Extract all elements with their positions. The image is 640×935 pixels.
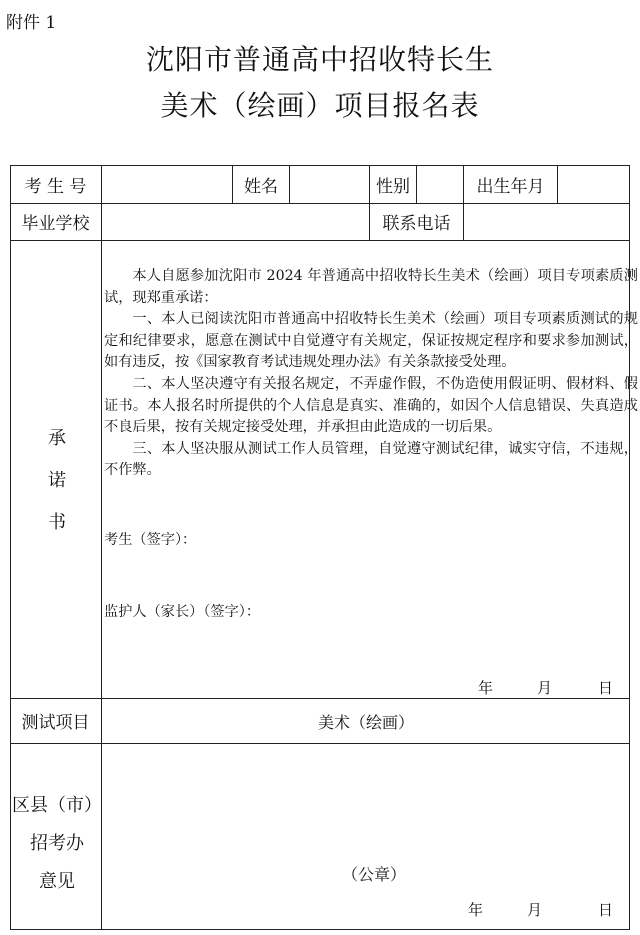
pledge-paragraph: 二、本人坚决遵守有关报名规定，不弄虚作假，不伪造使用假证明、假材料、假证书。本人报名时所提供的个人信息是真实、准确的，如因个人信息错误、失真造成不良后果，按有关规定接受处理，并承担由此造成的一切后果。 bbox=[104, 375, 638, 436]
form-title-line1: 沈阳市普通高中招收特长生 bbox=[145, 43, 494, 76]
test-item-value: 美术（绘画） bbox=[317, 712, 414, 732]
date-year: 年 bbox=[468, 901, 484, 919]
exam-number-label: 考 生 号 bbox=[24, 176, 87, 197]
name-field[interactable] bbox=[290, 166, 368, 202]
gender-field[interactable] bbox=[417, 166, 462, 202]
row-divider bbox=[10, 240, 630, 241]
phone-label: 联系电话 bbox=[382, 214, 451, 234]
date-month: 月 bbox=[537, 679, 553, 697]
candidate-signature-field[interactable] bbox=[205, 524, 505, 550]
test-item-label: 测试项目 bbox=[21, 713, 90, 733]
pledge-paragraph: 一、本人已阅读沈阳市普通高中招收特长生美术（绘画）项目专项素质测试的规定和纪律要求，愿意在测试中自觉遵守有关规定，保证按规定程序和要求参加测试，如有违反，按《国家教育考试违规处理办法》有关条款接受处理。 bbox=[104, 311, 638, 371]
name-label: 姓名 bbox=[244, 176, 278, 197]
exam-number-field[interactable] bbox=[102, 166, 231, 202]
date-day: 日 bbox=[598, 901, 614, 919]
school-label: 毕业学校 bbox=[21, 214, 90, 234]
pledge-paragraph: 本人自愿参加沈阳市 2024 年普通高中招收特长生美术（绘画）项目专项素质测试，现郑重承诺： bbox=[104, 268, 638, 306]
birth-date-field[interactable] bbox=[558, 166, 629, 202]
opinion-field[interactable] bbox=[102, 744, 630, 854]
opinion-label: 区县（市） 招考办 意见 bbox=[12, 795, 102, 892]
official-seal-label: （公章） bbox=[342, 865, 407, 884]
guardian-signature-field[interactable] bbox=[305, 596, 555, 622]
attachment-label: 附件 1 bbox=[6, 13, 57, 33]
date-year: 年 bbox=[478, 679, 494, 697]
pledge-label: 承 诺 书 bbox=[48, 428, 66, 533]
guardian-signature-label: 监护人（家长）（签字）： bbox=[104, 604, 261, 620]
candidate-signature-label: 考生（签字）： bbox=[104, 532, 197, 548]
birth-date-label: 出生年月 bbox=[476, 176, 545, 197]
gender-label: 性别 bbox=[376, 176, 410, 197]
date-day: 日 bbox=[598, 679, 614, 697]
pledge-paragraph: 三、本人坚决服从测试工作人员管理，自觉遵守测试纪律，诚实守信，不违规，不作弊。 bbox=[104, 440, 638, 479]
date-month: 月 bbox=[527, 901, 543, 919]
pledge-text bbox=[104, 266, 638, 482]
form-title-line2: 美术（绘画）项目报名表 bbox=[160, 89, 480, 122]
phone-field[interactable] bbox=[464, 204, 629, 239]
school-field[interactable] bbox=[102, 204, 368, 239]
